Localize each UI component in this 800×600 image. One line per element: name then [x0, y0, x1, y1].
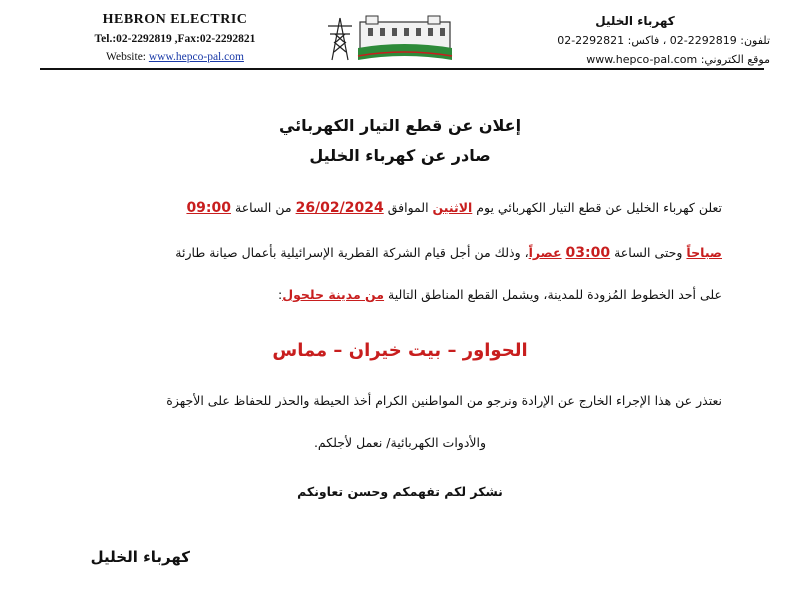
outage-day: الاثنين — [432, 200, 473, 215]
announcement-line-2 — [72, 245, 722, 261]
english-website — [60, 51, 290, 63]
arabic-phone-label: تلفون: — [740, 34, 770, 47]
outage-start-time: 09:00 — [186, 200, 232, 216]
apology-line-1: نعتذر عن هذا الإجراء الخارج عن الإرادة ونرجو من المواطنين الكرام أخذ الحيطة والحذر للحفاظ على الأجهزة — [166, 393, 722, 408]
line3-text-a: على أحد الخطوط المُزودة للمدينة، ويشمل القطع المناطق التالية — [388, 287, 722, 302]
english-letterhead — [60, 12, 290, 63]
outage-date: 26/02/2024 — [295, 200, 384, 216]
arabic-company-name: كهرباء الخليل — [595, 14, 675, 28]
line2-text-a: وحتى الساعة — [614, 245, 683, 260]
arabic-website — [500, 53, 770, 66]
english-website-link[interactable]: www.hepco-pal.com — [148, 51, 244, 63]
line1-text-b: الموافق — [387, 200, 429, 215]
header-divider — [40, 68, 764, 70]
announcement-line-1 — [72, 200, 722, 216]
english-tel-fax: Tel.:02-2292819 ,Fax:02-2292821 — [94, 33, 256, 45]
announcement-subtitle: صادر عن كهرباء الخليل — [309, 146, 491, 165]
arabic-letterhead — [500, 14, 770, 66]
english-website-label: Website: — [106, 51, 146, 63]
afternoon-label: عصراً — [528, 245, 562, 260]
arabic-fax-label: ، فاكس: — [627, 34, 667, 47]
announcement-line-3 — [72, 287, 722, 302]
thanks-line: نشكر لكم تفهمكم وحسن تعاونكم — [297, 484, 503, 499]
arabic-website-url[interactable]: www.hepco-pal.com — [586, 53, 698, 66]
arabic-phone-fax — [500, 34, 770, 47]
english-company-name: HEBRON ELECTRIC — [102, 12, 248, 27]
announcement-title: إعلان عن قطع التيار الكهربائي — [278, 116, 522, 135]
line1-text-a: تعلن كهرباء الخليل عن قطع التيار الكهربائي يوم — [476, 200, 722, 215]
line1-text-c: من الساعة — [235, 200, 292, 215]
affected-city: من مدينة حلحول — [282, 287, 385, 302]
arabic-website-label: موقع الكتروني: — [700, 53, 770, 66]
outage-end-time: 03:00 — [565, 245, 611, 261]
company-logo — [318, 12, 468, 64]
arabic-fax-number: 02-2292821 — [557, 34, 625, 47]
apology-line-2: والأدوات الكهربائية/ نعمل لأجلكم. — [313, 435, 487, 450]
arabic-phone-number: 02-2292819 — [669, 34, 737, 47]
electric-pylon-and-building-logo-icon — [318, 12, 468, 64]
affected-areas: الحواور – بيت خيران – مماس — [272, 340, 528, 361]
signature: كهرباء الخليل — [90, 548, 190, 566]
line2-text-b: ، وذلك من أجل قيام الشركة القطرية الإسرائيلية بأعمال صيانة طارئة — [175, 245, 529, 260]
morning-label: صباحاً — [686, 245, 722, 260]
line3-colon: : — [278, 287, 283, 302]
